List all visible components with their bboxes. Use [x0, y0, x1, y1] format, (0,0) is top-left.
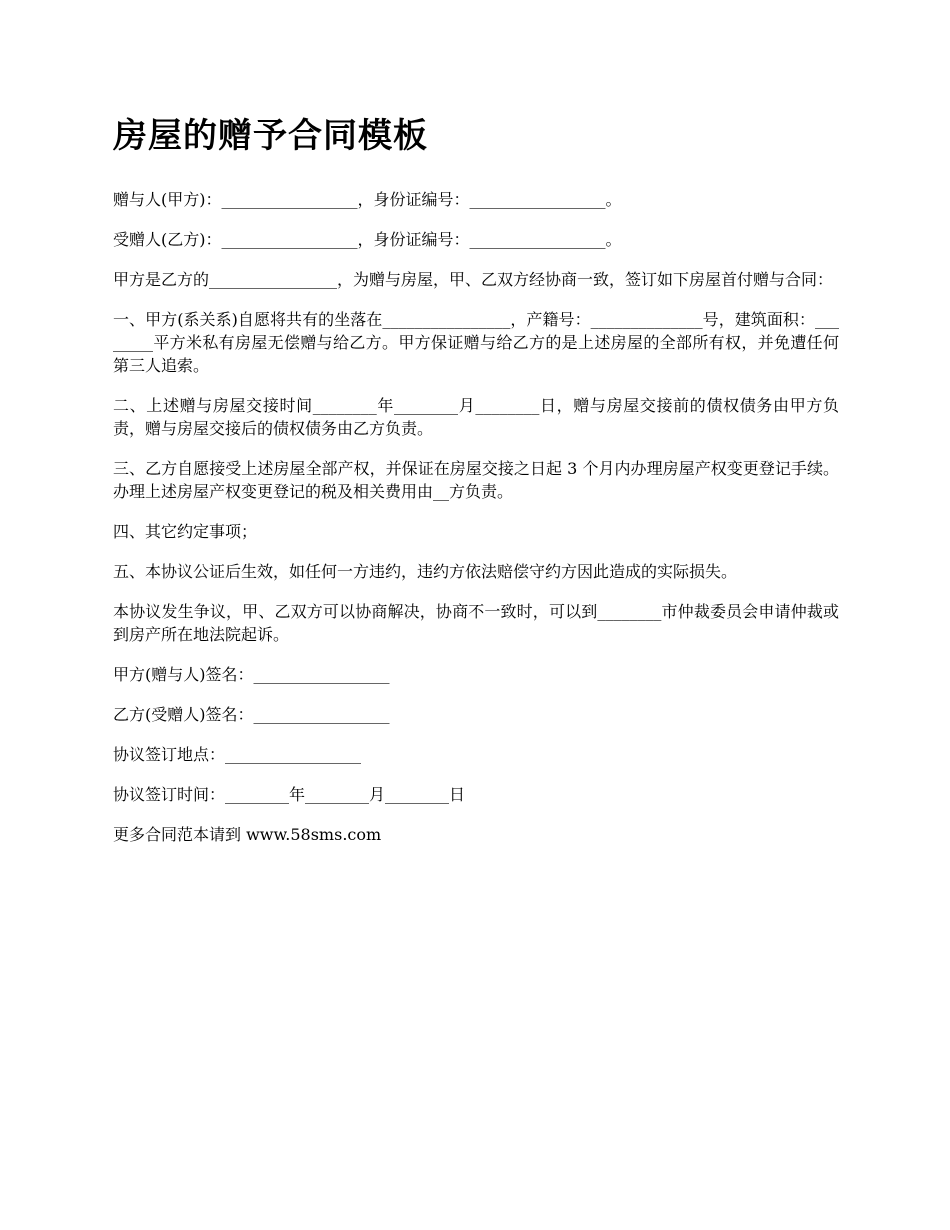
document-page [113, 110, 839, 863]
clause-4: 四、其它约定事项； [113, 522, 258, 541]
footer-link-text: 更多合同范本请到 www.58sms.com [113, 825, 382, 844]
clause-2: 二、上述赠与房屋交接时间________年________月________日，赠与房屋交接前的债权债务由甲方负责，赠与房屋交接后的债权债务由乙方负责。 [113, 396, 839, 438]
clause-5: 五、本协议公证后生效，如任何一方违约，违约方依法赔偿守约方因此造成的实际损失。 [113, 562, 738, 581]
clause-3: 三、乙方自愿接受上述房屋全部产权，并保证在房屋交接之日起 3 个月内办理房屋产权变更登记手续。办理上述房屋产权变更登记的税及相关费用由__方负责。 [113, 459, 839, 501]
clause-1: 一、甲方(系关系)自愿将共有的坐落在________________，产籍号：______________号，建筑面积：________平方米私有房屋无偿赠与给乙方。甲方保证赠与给乙方的是上述房屋的全部所有权，并免遭任何第三人追索。 [113, 310, 839, 375]
signing-place-line: 协议签订地点：_________________ [113, 745, 362, 764]
document-title: 房屋的赠予合同模板 [113, 116, 428, 156]
donor-line: 赠与人(甲方)：_________________，身份证编号：_________________。 [113, 190, 622, 209]
intro-paragraph: 甲方是乙方的________________，为赠与房屋，甲、乙双方经协商一致，签订如下房屋首付赠与合同： [113, 270, 834, 289]
party-b-signature-line: 乙方(受赠人)签名：_________________ [113, 705, 390, 724]
signing-date-line: 协议签订时间：________年________月________日 [113, 785, 466, 804]
party-a-signature-line: 甲方(赠与人)签名：_________________ [113, 665, 390, 684]
dispute-paragraph: 本协议发生争议，甲、乙双方可以协商解决，协商不一致时，可以到________市仲裁委员会申请仲裁或到房产所在地法院起诉。 [113, 602, 839, 644]
recipient-line: 受赠人(乙方)：_________________，身份证编号：_________________。 [113, 230, 622, 249]
